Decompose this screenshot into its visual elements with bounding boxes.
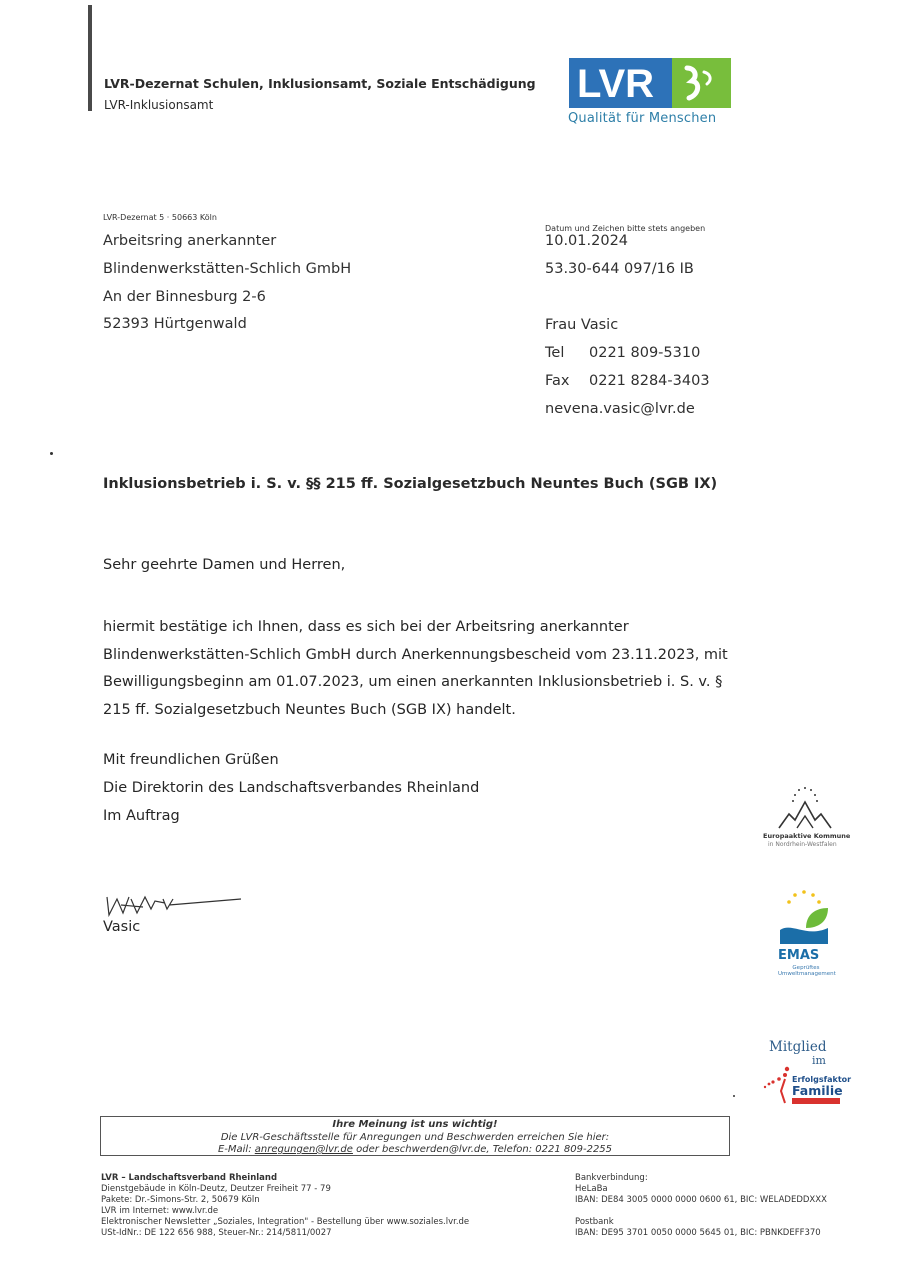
tel-number: 0221 809-5310	[589, 345, 701, 361]
fax-number: 0221 8284-3403	[589, 373, 710, 389]
recipient-street: An der Binnesburg 2-6	[103, 289, 266, 305]
office-name: LVR-Inklusionsamt	[104, 98, 214, 112]
ef-label-main: Familie	[792, 1083, 843, 1098]
footer-address: Dienstgebäude in Köln-Deutz, Deutzer Freiheit 77 - 79	[101, 1184, 331, 1194]
footer-newsletter: Elektronischer Newsletter „Soziales, Integration" - Bestellung über www.soziales.lvr.de	[101, 1217, 470, 1227]
recipient-city: 52393 Hürtgenwald	[103, 316, 247, 332]
margin-mark	[50, 452, 53, 455]
salutation: Sehr geehrte Damen und Herren,	[103, 557, 346, 573]
emas-label: EMAS	[778, 948, 820, 963]
footer-right	[575, 1173, 827, 1239]
signature-name: Vasic	[103, 919, 141, 935]
tel-label: Tel	[545, 345, 565, 361]
bank1-iban: IBAN: DE84 3005 0000 0000 0600 61, BIC: WELADEDDXXX	[575, 1195, 827, 1205]
logo-slogan: Qualität für Menschen	[568, 111, 717, 126]
feedback-contact	[101, 1144, 729, 1157]
file-number: 53.30-644 097/16 IB	[545, 261, 694, 277]
emas-sublabel: Geprüftes Umweltmanagement	[778, 965, 836, 977]
member-label: Mitglied	[769, 1039, 827, 1055]
footer-left	[101, 1173, 469, 1239]
bank-spacer	[575, 1206, 827, 1217]
footer-org: LVR – Landschaftsverband Rheinland	[101, 1173, 278, 1183]
bank1-name: HeLaBa	[575, 1184, 608, 1194]
lvr-logo	[569, 58, 731, 108]
member-label-im: im	[812, 1054, 826, 1067]
contact-tel	[545, 345, 700, 361]
sender-line: LVR-Dezernat 5 · 50663 Köln	[103, 213, 217, 222]
footer-parcels: Pakete: Dr.-Simons-Str. 2, 50679 Köln	[101, 1195, 260, 1205]
bank2-iban: IBAN: DE95 3701 0050 0000 5645 01, BIC: PBNKDEFF370	[575, 1228, 821, 1238]
closing-order: Im Auftrag	[103, 808, 180, 824]
signature	[103, 885, 243, 921]
feedback-title: Ihre Meinung ist uns wichtig!	[332, 1119, 498, 1130]
scan-speck	[733, 1095, 735, 1097]
feedback-box	[100, 1116, 730, 1156]
closing-title: Die Direktorin des Landschaftsverbandes Rheinland	[103, 780, 480, 796]
contact-fax	[545, 373, 710, 389]
fax-label: Fax	[545, 373, 570, 389]
emas-icon	[776, 888, 832, 948]
recipient-line1: Arbeitsring anerkannter	[103, 233, 277, 249]
eu-badge-title: Europaaktive Kommune	[763, 832, 851, 840]
closing-greeting: Mit freundlichen Grüßen	[103, 752, 279, 768]
eu-badge-subtitle: in Nordrhein-Westfalen	[768, 841, 837, 848]
bank-label: Bankverbindung:	[575, 1173, 648, 1183]
reference-label: Datum und Zeichen bitte stets angeben	[545, 224, 706, 233]
header-rule	[88, 5, 92, 111]
feedback-email-prefix: E-Mail:	[217, 1144, 255, 1155]
ef-band	[792, 1098, 840, 1104]
contact-email: nevena.vasic@lvr.de	[545, 401, 695, 417]
letter-subject: Inklusionsbetrieb i. S. v. §§ 215 ff. Sozialgesetzbuch Neuntes Buch (SGB IX)	[103, 476, 718, 492]
footer-website: LVR im Internet: www.lvr.de	[101, 1206, 219, 1216]
department-name: LVR-Dezernat Schulen, Inklusionsamt, Soziale Entschädigung	[104, 76, 536, 91]
body-paragraph: hiermit bestätige ich Ihnen, dass es sich bei der Arbeitsring anerkannter Blindenwerkstätten-Schlich GmbH durch Anerkennungsbescheid vom 23.11.2023, mit Bewilligungsbeginn am 01.07.2023, um einen anerkannten Inklusionsbetrieb i. S. v. § 215 ff. Sozialgesetzbuch Neuntes Buch (SGB IX) handelt.	[103, 619, 728, 718]
letter-date: 10.01.2024	[545, 233, 629, 249]
footer-tax: USt-IdNr.: DE 122 656 988, Steuer-Nr.: 214/5811/0027	[101, 1228, 332, 1238]
bank2-name: Postbank	[575, 1217, 614, 1227]
feedback-contact-rest: oder beschwerden@lvr.de, Telefon: 0221 809-2255	[352, 1144, 613, 1155]
recipient-line2: Blindenwerkstätten-Schlich GmbH	[103, 261, 352, 277]
feedback-text: Die LVR-Geschäftsstelle für Anregungen und Beschwerden erreichen Sie hier:	[220, 1131, 610, 1143]
logo-text: LVR	[577, 62, 655, 106]
europaaktive-kommune-icon	[775, 784, 835, 832]
contact-name: Frau Vasic	[545, 317, 619, 333]
ef-label-top: Erfolgsfaktor	[792, 1075, 852, 1084]
feedback-email-link[interactable]: anregungen@lvr.de	[254, 1144, 353, 1155]
